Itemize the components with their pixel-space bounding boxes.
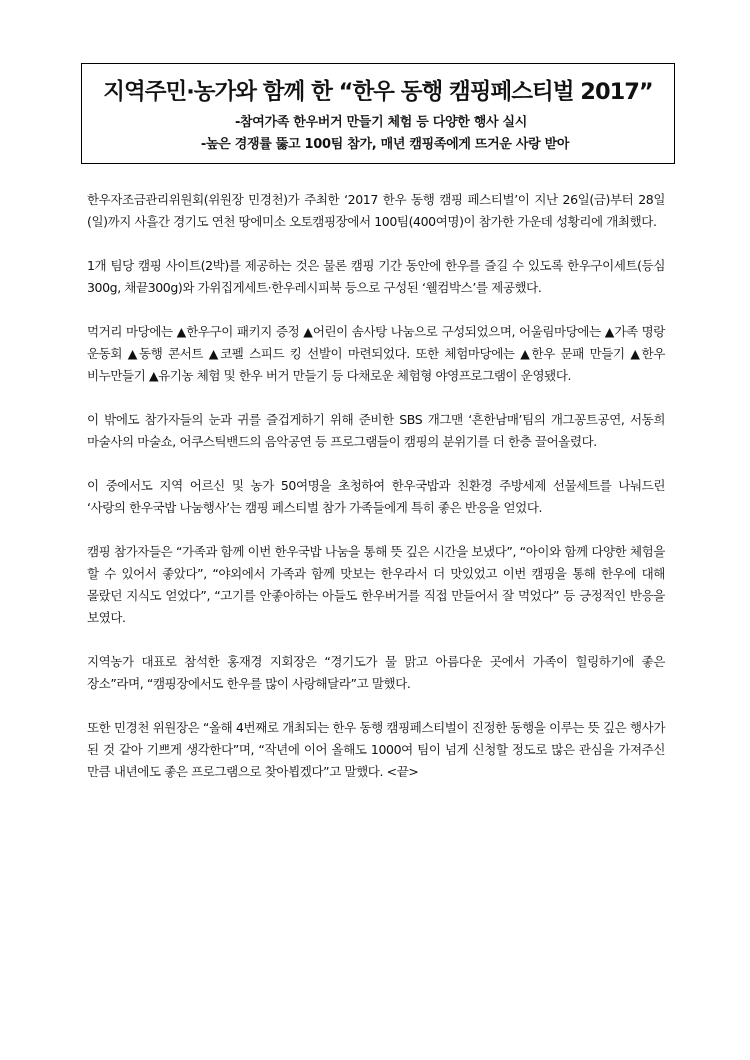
paragraph-event-overview: 한우자조금관리위원회(위원장 민경천)가 주최한 ‘2017 한우 동행 캠핑 페스티벌’이 지난 26일(금)부터 28일(일)까지 사흘간 경기도 연천 땅에미소 오토캠핑장에서 100팀(400여명)이 참가한 가운데 성황리에 개최했다. <box>87 192 665 229</box>
paragraph-local-farmer-quote: 지역농가 대표로 참석한 홍재경 지회장은 “경기도가 물 맑고 아름다운 곳에서 가족이 힐링하기에 좋은 장소”라며, “캠핑장에서도 한우를 많이 사랑해달라”고 말했다. <box>87 654 665 691</box>
headline-box <box>81 63 675 164</box>
headline-title: 지역주민·농가와 함께 한 “한우 동행 캠핑페스티벌 2017” <box>103 79 653 105</box>
paragraph-chairman-quote: 또한 민경천 위원장은 “올해 4번째로 개최되는 한우 동행 캠핑페스티벌이 진정한 동행을 이루는 뜻 깊은 행사가 된 것 같아 기쁘게 생각한다”며, “작년에 이어 올해도 1000여 팀이 넘게 신청할 정도로 많은 관심을 가져주신 만큼 내년에도 좋은 프로그램으로 찾아뵙겠다”고 말했다. <끝> <box>87 720 665 779</box>
paragraph-sharing-event: 이 중에서도 지역 어르신 및 농가 50여명을 초청하여 한우국밥과 친환경 주방세제 선물세트를 나눠드린 ‘사랑의 한우국밥 나눔행사’는 캠핑 페스티벌 참가 가족들에게 특히 좋은 반응을 얻었다. <box>87 478 665 515</box>
article-body <box>87 189 665 805</box>
headline-subtitle-1: -참여가족 한우버거 만들기 체험 등 다양한 행사 실시 <box>234 115 528 130</box>
paragraph-performances: 이 밖에도 참가자들의 눈과 귀를 즐겁게하기 위해 준비한 SBS 개그맨 ‘흔한남매’팀의 개그꽁트공연, 서동희 마술사의 마술쇼, 어쿠스틱밴드의 음악공연 등 프로그램들이 캠핑의 분위기를 더 한층 끌어올렸다. <box>87 412 665 449</box>
paragraph-participant-reactions: 캠핑 참가자들은 “가족과 함께 이번 한우국밥 나눔을 통해 뜻 깊은 시간을 보냈다”, “아이와 함께 다양한 체험을 할 수 있어서 좋았다”, “야외에서 가족과 함께 맛보는 한우라서 더 맛있었고 이번 캠핑을 통해 한우에 대해 몰랐던 지식도 얻었다”, “고기를 안좋아하는 아들도 한우버거를 직접 만들어서 잘 먹었다” 등 긍정적인 반응을 보였다. <box>87 544 665 625</box>
paragraph-program-areas: 먹거리 마당에는 ▲한우구이 패키지 증정 ▲어린이 솜사탕 나눔으로 구성되었으며, 어울림마당에는 ▲가족 명랑 운동회 ▲동행 콘서트 ▲코펠 스피드 킹 선발이 마련되었다. 또한 체험마당에는 ▲한우 문패 만들기 ▲한우 비누만들기 ▲유기농 체험 및 한우 버거 만들기 등 다채로운 체험형 야영프로그램이 운영됐다. <box>87 324 665 383</box>
headline-subtitle-2: -높은 경쟁률 뚫고 100팀 참가, 매년 캠핑족에게 뜨거운 사랑 받아 <box>200 137 570 152</box>
paragraph-welcome-box: 1개 팀당 캠핑 사이트(2박)를 제공하는 것은 물론 캠핑 기간 동안에 한우를 즐길 수 있도록 한우구이세트(등심 300g, 채끝300g)와 가위집게세트·한우레시피북 등으로 구성된 ‘웰컴박스’를 제공했다. <box>87 258 665 295</box>
